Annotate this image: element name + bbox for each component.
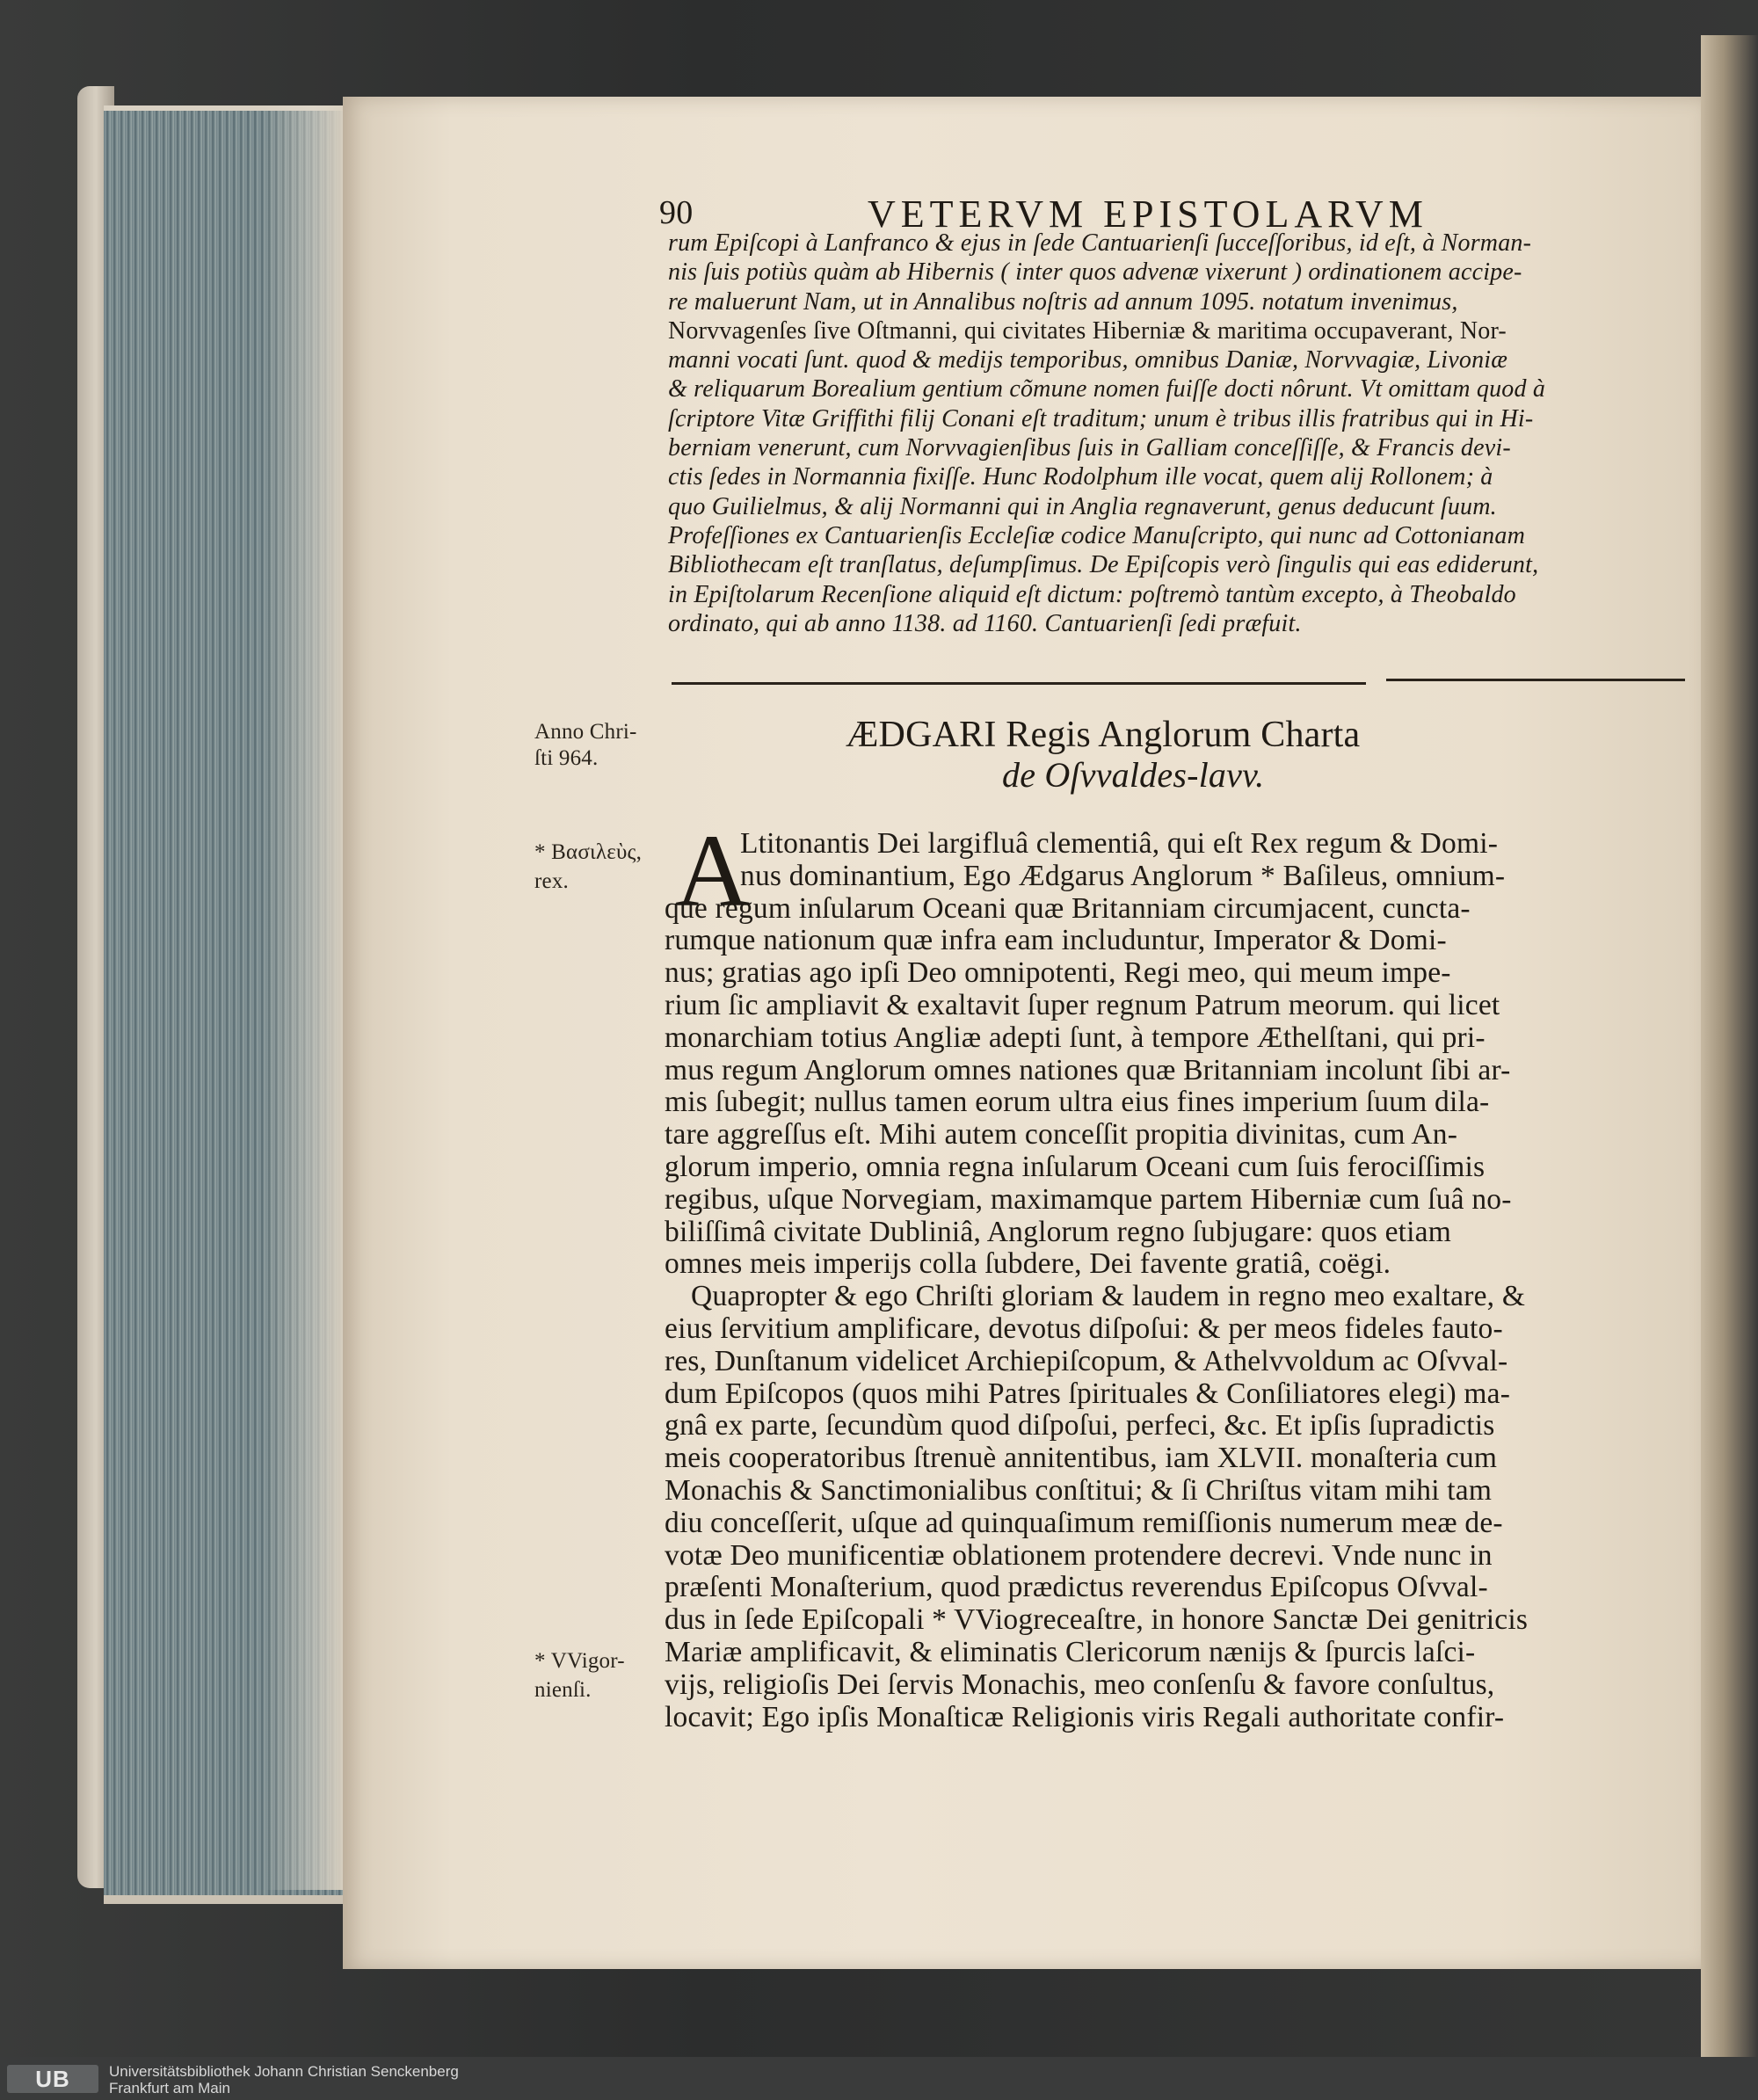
charter-text (665, 828, 1528, 1733)
margin-note-basileus-line2: rex. (534, 869, 569, 893)
body-line: que regum inſularum Oceani quæ Britanniam circumjacent, cuncta- (665, 891, 1471, 925)
note-line: ctis ſedes in Normannia fixiſſe. Hunc Rodolphum ille vocat, quem alij Rollonem; à (668, 463, 1493, 491)
charter-title: ÆDGARI Regis Anglorum Charta (846, 715, 1361, 755)
margin-year-line2: ſti 964. (534, 746, 599, 770)
page-right-edge (1701, 35, 1758, 2057)
note-line: berniam venerunt, cum Norvvagienſibus ſuis in Galliam conceſſiſſe, & Francis devi- (668, 434, 1511, 462)
body-line: regibus, uſque Norvegiam, maximamque partem Hiberniæ cum ſuâ no- (665, 1182, 1512, 1216)
body-line: Mariæ amplificavit, & eliminatis Clericorum nænijs & ſpurcis laſci- (665, 1635, 1476, 1668)
note-line: manni vocati ſunt. quod & medijs temporibus, omnibus Daniæ, Norvvagiæ, Livoniæ (668, 346, 1508, 374)
preceding-note (668, 229, 1545, 638)
margin-note-wigorniensi-line1: * VVigor- (534, 1649, 625, 1673)
note-line: rum Epiſcopi à Lanfranco & ejus in ſede Cantuarienſi ſucceſſoribus, id eſt, à Norman- (668, 229, 1532, 257)
body-line: præſenti Monaſterium, quod prædictus reverendus Epiſcopus Oſvval- (665, 1571, 1488, 1604)
body-line: gnâ ex parte, ſecundùm quod diſpoſui, perfeci, &c. Et ipſis ſupradictis (665, 1409, 1495, 1442)
body-line: rium ſic ampliavit & exaltavit ſuper regnum Patrum meorum. qui licet (665, 988, 1500, 1021)
note-line: re maluerunt Nam, ut in Annalibus noſtris ad annum 1095. notatum invenimus, (668, 287, 1458, 316)
body-line: mis ſubegit; nullus tamen eorum ultra eius fines imperium ſuum dila- (665, 1086, 1490, 1119)
section-divider-left (672, 682, 1366, 685)
body-line: dum Epiſcopos (quos mihi Patres ſpirituales & Conſiliatores elegi) ma- (665, 1377, 1511, 1410)
body-line: res, Dunſtanum videlicet Archiepiſcopum, & Athelvvoldum ac Oſvval- (665, 1344, 1508, 1377)
body-line: monarchiam totius Angliæ adepti ſunt, à tempore Æthelſtani, qui pri- (665, 1021, 1486, 1054)
drop-cap: A (675, 813, 751, 928)
section-divider-right (1386, 679, 1685, 681)
charter-subtitle: de Oſvvaldes-lavv. (1002, 755, 1265, 795)
body-line: mus regum Anglorum omnes nationes quæ Britanniam incolunt ſibi ar- (665, 1053, 1511, 1086)
running-head: VETERVM EPISTOLARVM (868, 193, 1428, 236)
note-line: Norvvagenſes ſive Oſtmanni, qui civitates Hiberniæ & maritima occupaverant, Nor- (668, 316, 1507, 345)
note-line: Bibliothecam eſt tranſlatus, deſumpſimus. De Epiſcopis verò ſingulis qui eas ediderunt, (668, 551, 1539, 579)
library-footer (0, 2057, 1758, 2100)
ub-logo: UB (7, 2065, 98, 2093)
margin-note-basileus-line1: * Βασιλεὺς, (534, 840, 643, 864)
body-line: glorum imperio, omnia regna inſularum Oceani cum ſuis ferociſſimis (665, 1150, 1486, 1183)
body-line: biliſſimâ civitate Dubliniâ, Anglorum regno ſubjugare: quos etiam (665, 1215, 1451, 1248)
body-line: Monachis & Sanctimonialibus conſtitui; & ſi Chriſtus vitam mihi tam (665, 1473, 1493, 1507)
note-line: Profeſſiones ex Cantuarienſis Eccleſiæ codice Manuſcripto, qui nunc ad Cottonianam (668, 521, 1525, 549)
body-line: nus dominantium, Ego Ædgarus Anglorum * Baſileus, omnium- (740, 859, 1506, 892)
body-line: vijs, religioſis Dei ſervis Monachis, meo conſenſu & favore conſultus, (665, 1668, 1495, 1701)
margin-year-line1: Anno Chri- (534, 720, 637, 744)
body-line: locavit; Ego ipſis Monaſticæ Religionis viris Regali authoritate confir- (665, 1700, 1505, 1733)
body-line: meis cooperatoribus ſtrenuè annitentibus, iam XLVII. monaſteria cum (665, 1442, 1498, 1475)
library-name: Universitätsbibliothek Johann Christian Senckenberg (109, 2063, 459, 2080)
body-line: Ltitonantis Dei largifluâ clementiâ, qui eſt Rex regum & Domi- (740, 827, 1499, 860)
page-number: 90 (659, 194, 694, 231)
note-line: in Epiſtolarum Recenſione aliquid eſt dictum: poſtremò tantùm excepto, à Theobaldo (668, 580, 1516, 608)
body-line: diu conceſſerit, uſque ad quinquaſimum remiſſionis numerum meæ de- (665, 1506, 1503, 1539)
note-line: ordinato, qui ab anno 1138. ad 1160. Cantuarienſi ſedi præfuit. (668, 609, 1302, 637)
body-line: votæ Deo munificentiæ oblationem protendere decrevi. Vnde nunc in (665, 1538, 1493, 1572)
page-stack-shadow (264, 105, 346, 1890)
book-page (343, 97, 1701, 1969)
library-city: Frankfurt am Main (109, 2080, 230, 2096)
margin-note-wigorniensi-line2: nienſi. (534, 1678, 592, 1702)
body-line: dus in ſede Epiſcopali * VViogreceaſtre, in honore Sanctæ Dei genitricis (665, 1603, 1529, 1637)
note-line: ſcriptore Vitæ Griffithi filij Conani eſt traditum; unum è tribus illis fratribus qui in Hi- (668, 404, 1534, 432)
note-line: nis ſuis potiùs quàm ab Hibernis ( inter quos advenæ vixerunt ) ordinationem accipe- (668, 258, 1522, 287)
body-line: tare aggreſſus eſt. Mihi autem conceſſit propitia divinitas, cum An- (665, 1118, 1458, 1152)
note-line: & reliquarum Borealium gentium cõmune nomen fuiſſe docti nôrunt. Vt omittam quod à (668, 375, 1546, 403)
body-line: omnes meis imperijs colla ſubdere, Dei favente gratiâ, coëgi. (665, 1247, 1391, 1281)
body-line: nus; gratias ago ipſi Deo omnipotenti, Regi meo, qui meum impe- (665, 956, 1451, 990)
body-line: eius ſervitium amplificare, devotus diſpoſui: & per meos fideles fauto- (665, 1312, 1503, 1345)
note-line: quo Guilielmus, & alij Normanni qui in Anglia regnaverunt, genus deducunt ſuum. (668, 492, 1497, 520)
body-line: rumque nationum quæ infra eam includuntur, Imperator & Domi- (665, 924, 1447, 957)
body-line: Quapropter & ego Chriſti gloriam & laudem in regno meo exaltare, & (691, 1280, 1526, 1313)
